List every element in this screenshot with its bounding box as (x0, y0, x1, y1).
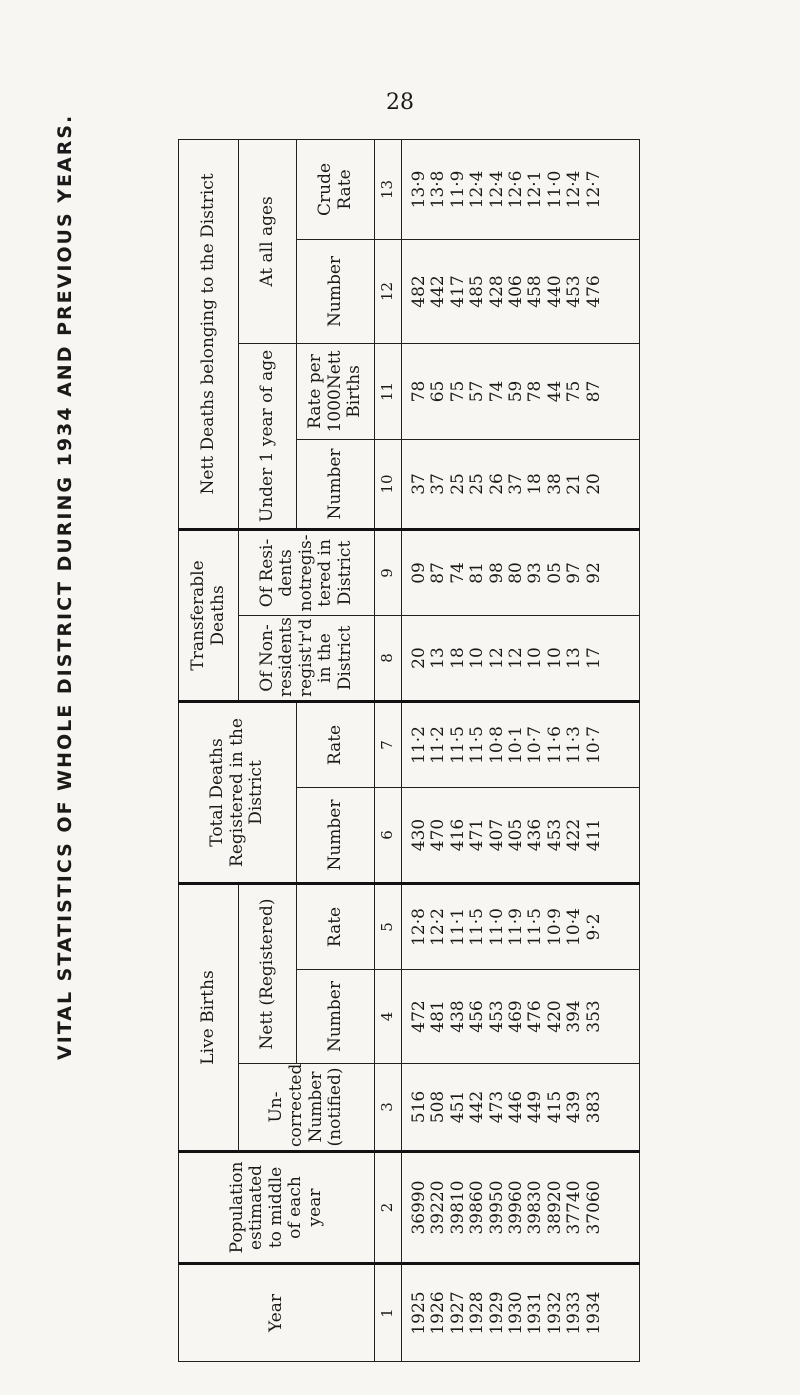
table-cell: 476 (525, 1000, 546, 1033)
column-number: 2 (375, 1152, 402, 1264)
deaths-rate-header: Rate (297, 701, 375, 787)
table-cell: 39950 (486, 1180, 507, 1235)
table-cell: 453 (486, 1000, 507, 1033)
table-cell: 13 (428, 647, 449, 669)
births-rate-header: Rate (297, 884, 375, 970)
table-cell: 13·8 (428, 170, 449, 209)
table-cell: 12·4 (467, 170, 488, 209)
table-cell: 476 (583, 275, 604, 308)
deaths-number-header: Number (297, 788, 375, 884)
table-cell: 25 (467, 473, 488, 495)
table-cell: 11·9 (447, 170, 468, 209)
table-cell: 26 (486, 473, 507, 495)
table-cell: 11·2 (428, 726, 449, 764)
deaths-rate-values (402, 701, 640, 787)
transferable-deaths-header: Transferable Deaths (179, 529, 239, 701)
table-cell: 416 (447, 818, 468, 852)
column-number: 9 (375, 529, 402, 615)
table-cell: 10·7 (525, 726, 546, 764)
table-cell: 11·0 (486, 908, 507, 946)
under1-rate-header: Rate per 1000Nett Births (297, 343, 375, 439)
table-cell: 458 (525, 275, 546, 308)
table-cell: 20 (409, 647, 429, 669)
crude-rate-values (402, 139, 640, 239)
table-cell: 75 (447, 380, 468, 403)
table-cell: 481 (428, 1000, 449, 1033)
table-cell: 12·4 (486, 170, 507, 209)
deaths-number-values (402, 788, 640, 884)
table-cell: 25 (447, 473, 468, 495)
table-cell: 516 (409, 1090, 429, 1124)
live-births-header: Live Births (179, 884, 239, 1152)
table-cell: 12 (486, 647, 507, 669)
table-cell: 80 (506, 562, 527, 584)
column-number: 6 (375, 788, 402, 884)
table-title: VITAL STATISTICS OF WHOLE DISTRICT DURING 1934 AND PREVIOUS YEARS. (54, 113, 76, 1060)
table-cell: 406 (506, 275, 527, 308)
births-number-header: Number (297, 970, 375, 1064)
table-cell: 1925 (409, 1291, 429, 1335)
table-cell: 38920 (544, 1180, 565, 1235)
table-cell: 18 (447, 647, 468, 669)
table-cell: 37 (506, 473, 527, 495)
table-cell: 411 (583, 818, 604, 852)
residents-header: Of Resi-dents notregis-tered in District (239, 529, 375, 615)
table-cell: 1927 (447, 1291, 468, 1335)
table-cell: 469 (506, 1000, 527, 1033)
table-cell: 78 (409, 380, 429, 403)
births-number-values (402, 970, 640, 1064)
table-cell: 353 (583, 1000, 604, 1033)
table-cell: 1932 (544, 1291, 565, 1335)
table-cell: 453 (544, 818, 565, 852)
table-cell: 11·2 (409, 726, 429, 764)
table-cell: 485 (467, 275, 488, 308)
table-cell: 18 (525, 473, 546, 495)
table-cell: 12·2 (428, 908, 449, 946)
all-ages-header: At all ages (239, 139, 297, 343)
total-deaths-header: Total Deaths Registered in the District (179, 701, 297, 883)
table-cell: 1926 (428, 1291, 449, 1335)
table-cell: 74 (486, 380, 507, 403)
table-cell: 440 (544, 275, 565, 308)
table-cell: 1928 (467, 1291, 488, 1335)
table-cell: 10·9 (544, 908, 565, 946)
page-number: 28 (386, 90, 414, 115)
under1-number-values (402, 439, 640, 529)
column-number: 11 (375, 343, 402, 439)
table-cell: 428 (486, 275, 507, 308)
table-cell: 471 (467, 818, 488, 852)
column-number: 4 (375, 970, 402, 1064)
table-cell: 430 (409, 818, 429, 852)
table-cell: 21 (564, 473, 585, 495)
under1-number-header: Number (297, 439, 375, 529)
table-cell: 446 (506, 1090, 527, 1124)
table-cell: 37 (409, 473, 429, 495)
table-cell: 97 (564, 562, 585, 584)
table-cell: 11·5 (467, 908, 488, 946)
table-cell: 420 (544, 1000, 565, 1033)
table-cell: 473 (486, 1090, 507, 1124)
table-cell: 9·2 (583, 913, 604, 941)
table-cell: 13 (564, 647, 585, 669)
table-cell: 12·7 (583, 170, 604, 209)
table-cell: 394 (564, 1000, 585, 1033)
table-cell: 44 (544, 380, 565, 403)
table-cell: 451 (447, 1090, 468, 1124)
table-cell: 442 (467, 1090, 488, 1124)
nett-deaths-header: Nett Deaths belonging to the District (179, 139, 239, 529)
table-cell: 12·1 (525, 170, 546, 209)
table-cell: 74 (447, 562, 468, 584)
table-cell: 436 (525, 818, 546, 852)
table-cell: 472 (409, 1000, 429, 1033)
table-cell: 05 (544, 562, 565, 584)
table-cell: 57 (467, 380, 488, 403)
under1-rate-values (402, 343, 640, 439)
uncorrected-header: Un-corrected Number (notified) (239, 1064, 375, 1152)
table-cell: 10·4 (564, 908, 585, 946)
table-cell: 75 (564, 380, 585, 403)
table-cell: 11·5 (467, 726, 488, 764)
non-residents-header: Of Non-residents regist'r'd in the District (239, 615, 375, 701)
table-cell: 11·5 (447, 726, 468, 764)
table-cell: 10·7 (583, 726, 604, 764)
table-cell: 456 (467, 1000, 488, 1033)
table-cell: 482 (409, 275, 429, 308)
table-cell: 93 (525, 562, 546, 584)
table-cell: 37740 (564, 1180, 585, 1235)
table-cell: 39830 (525, 1180, 546, 1235)
table-cell: 1931 (525, 1291, 546, 1335)
all-number-values (402, 239, 640, 343)
column-number: 10 (375, 439, 402, 529)
table-cell: 20 (583, 473, 604, 495)
table-cell: 1933 (564, 1291, 585, 1335)
table-cell: 417 (447, 275, 468, 308)
table-cell: 11·0 (544, 170, 565, 209)
table-cell: 98 (486, 562, 507, 584)
table-cell: 36990 (409, 1180, 429, 1235)
table-cell: 11·1 (447, 908, 468, 946)
table-cell: 12·8 (409, 908, 429, 946)
table-cell: 37 (428, 473, 449, 495)
table-cell: 442 (428, 275, 449, 308)
table-cell: 407 (486, 818, 507, 852)
table-cell: 65 (428, 380, 449, 403)
vital-statistics-table (178, 139, 640, 1362)
table-cell: 78 (525, 380, 546, 403)
table-cell: 405 (506, 818, 527, 852)
table-cell: 39220 (428, 1180, 449, 1235)
table-cell: 87 (583, 380, 604, 403)
table-cell: 59 (506, 380, 527, 403)
nett-registered-header: Nett (Registered) (239, 884, 297, 1064)
table-cell: 12·6 (506, 170, 527, 209)
table-cell: 383 (583, 1090, 604, 1124)
column-number: 1 (375, 1264, 402, 1362)
table-cell: 39960 (506, 1180, 527, 1235)
table-cell: 1929 (486, 1291, 507, 1335)
table-cell: 13·9 (409, 170, 429, 209)
table-cell: 37060 (583, 1180, 604, 1235)
column-number: 5 (375, 884, 402, 970)
column-number: 3 (375, 1064, 402, 1152)
non-residents-values (402, 615, 640, 701)
table-cell: 38 (544, 473, 565, 495)
table-cell: 10 (544, 647, 565, 669)
under-1-header: Under 1 year of age (239, 343, 297, 529)
table-cell: 81 (467, 562, 488, 584)
table-cell: 470 (428, 818, 449, 852)
table-cell: 422 (564, 818, 585, 852)
table-cell: 11·6 (544, 726, 565, 764)
residents-values (402, 529, 640, 615)
column-number: 13 (375, 139, 402, 239)
table-cell: 11·5 (525, 908, 546, 946)
table-cell: 17 (583, 647, 604, 669)
vital-statistics-table-wrapper (178, 140, 640, 1362)
table-cell: 508 (428, 1090, 449, 1124)
table-cell: 439 (564, 1090, 585, 1124)
table-cell: 438 (447, 1000, 468, 1033)
all-number-header: Number (297, 239, 375, 343)
table-cell: 39860 (467, 1180, 488, 1235)
table-cell: 453 (564, 275, 585, 308)
column-number: 7 (375, 701, 402, 787)
table-cell: 09 (409, 562, 429, 584)
population-values (402, 1152, 640, 1264)
table-cell: 87 (428, 562, 449, 584)
table-cell: 39810 (447, 1180, 468, 1235)
table-cell: 1930 (506, 1291, 527, 1335)
table-cell: 11·9 (506, 908, 527, 946)
table-cell: 1934 (583, 1291, 604, 1335)
table-cell: 415 (544, 1090, 565, 1124)
table-cell: 10·8 (486, 726, 507, 764)
crude-rate-header: Crude Rate (297, 139, 375, 239)
table-cell: 449 (525, 1090, 546, 1124)
column-number: 8 (375, 615, 402, 701)
year-values (402, 1264, 640, 1362)
births-rate-values (402, 884, 640, 970)
column-number: 12 (375, 239, 402, 343)
table-cell: 11·3 (564, 726, 585, 764)
year-header: Year (179, 1264, 375, 1362)
table-cell: 10 (467, 647, 488, 669)
table-cell: 10 (525, 647, 546, 669)
table-cell: 12 (506, 647, 527, 669)
population-header: Population estimated to middle of each year (179, 1152, 375, 1264)
uncorrected-values (402, 1064, 640, 1152)
table-cell: 12·4 (564, 170, 585, 209)
table-cell: 10·1 (506, 726, 527, 764)
table-cell: 92 (583, 562, 604, 584)
